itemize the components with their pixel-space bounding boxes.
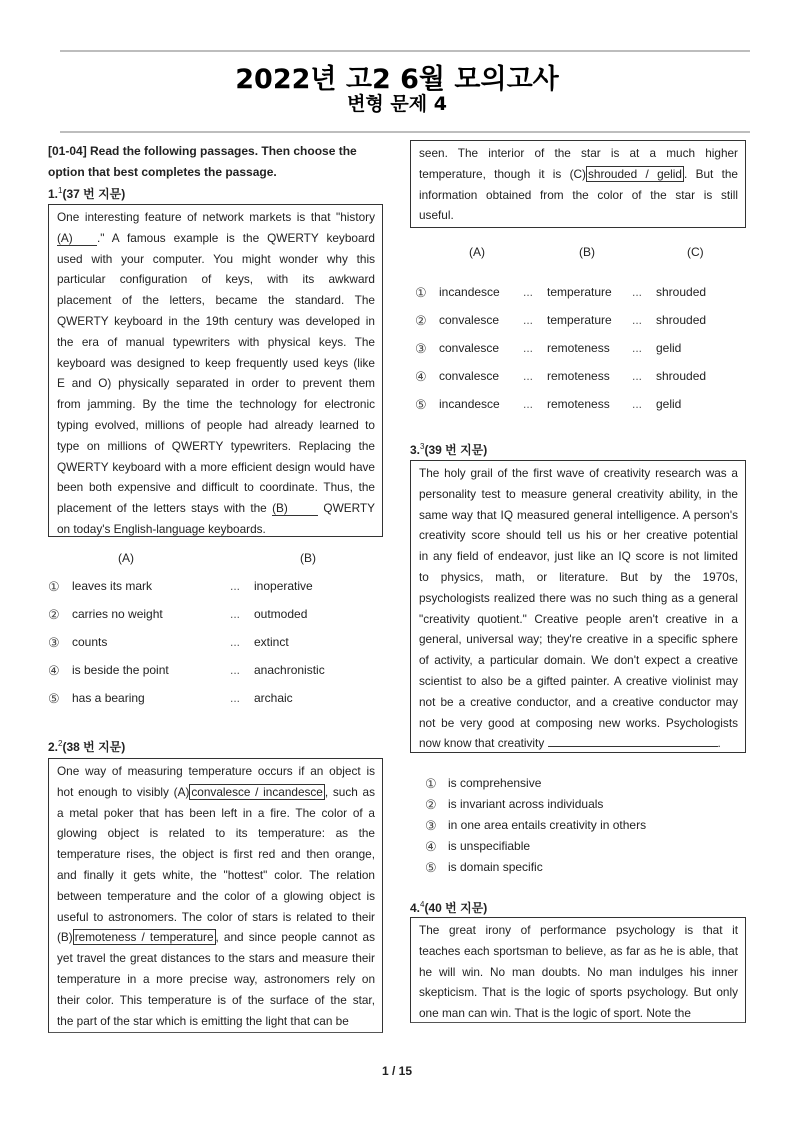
column-header-a: (A) (118, 551, 134, 565)
boxed-choice: convalesce / incandesce (191, 784, 323, 799)
passage-line: One interesting feature of network markets is that "history (57, 210, 375, 224)
passage-3 (410, 460, 746, 753)
option-b: anachronistic (254, 663, 325, 677)
top-rule (60, 50, 750, 52)
option-number: ② (425, 797, 437, 812)
passage-line: general, universal way; they're creative in a specific sphere (419, 632, 738, 647)
page-number: 1 / 15 (381, 1064, 413, 1078)
option-b: remoteness (547, 369, 610, 383)
option-separator: ... (523, 369, 534, 383)
passage-line: personality test to measure general creativity ability, in the (419, 486, 738, 501)
page-title: 2022년 고2 6월 모의고사 (235, 64, 559, 95)
option-separator: ... (230, 663, 241, 677)
text-segment: hot enough to visibly (A) (57, 784, 190, 799)
option-a: carries no weight (72, 607, 163, 621)
boxed-choice: remoteness / temperature (74, 930, 214, 945)
option-number: ⑤ (425, 860, 437, 875)
passage-line (57, 228, 375, 249)
page-subtitle: 변형 문제 4 (347, 93, 447, 115)
passage-line: and finally it gets white, the "hottest" color. The relation (57, 867, 375, 882)
passage-line: the part of the star which is emitting the light that can be (57, 1013, 349, 1028)
option-a: in one area entails creativity in others (448, 818, 647, 832)
passage-line: useful. (419, 208, 454, 223)
option-number: ④ (425, 839, 437, 854)
option-a: leaves its mark (72, 579, 153, 593)
answer-blank: (B) (272, 501, 318, 516)
passage-line: E and O) physically separated in order to prevent them (57, 376, 375, 391)
option-a: is unspecifiable (448, 839, 531, 853)
option-c: shrouded (656, 313, 707, 327)
option-a: is comprehensive (448, 776, 542, 790)
option-b: remoteness (547, 341, 610, 355)
answer-blank: (A) (57, 231, 97, 246)
text-segment: QWERTY (318, 501, 375, 516)
option-separator: ... (230, 635, 241, 649)
column-header-b: (B) (579, 245, 595, 259)
passage-line: "creativity quotient." Creative people aren't creative in a (419, 611, 738, 626)
boxed-choice: shrouded / gelid (587, 166, 682, 181)
option-b: temperature (547, 285, 612, 299)
passage-line: been both expensive and difficult to coordinate. Thus, the (57, 480, 375, 495)
passage-line: in any field of endeavor, just like an IQ score is not limited (419, 549, 738, 564)
passage-line: glowing object is related to its temperature: as the (57, 826, 375, 841)
option-separator: ... (230, 691, 241, 705)
option-b: remoteness (547, 397, 610, 411)
passage-line: The great irony of performance psychology is that it (419, 923, 738, 937)
passage-line: skepticism. That is the logic of sports psychology. But only (419, 985, 738, 1000)
passage-line: particular configuration of keys, with its awkward (57, 272, 375, 287)
passage-4 (410, 917, 746, 1023)
option-number: ② (415, 313, 427, 328)
passage-line: information obtained from the color of the star is still (419, 187, 738, 202)
option-number: ⑤ (48, 691, 60, 706)
answer-blank (548, 746, 718, 747)
option-c: gelid (656, 341, 682, 355)
option-number: ① (425, 776, 437, 791)
passage-line: not be very good at composing new works. Psychologists (419, 715, 738, 730)
question-4-heading: 4.$^4$(40 번 지문) (410, 900, 488, 915)
passage-line: scientist to also be a gifted painter. A creative violinist may (419, 673, 738, 688)
option-a: incandesce (439, 397, 500, 411)
option-b: outmoded (254, 607, 308, 621)
passage-line: from jamming. By the time the technology for electronic (57, 397, 375, 412)
text-segment: (B) (57, 930, 73, 945)
passage-line: temperature rises, the object is first red and then orange, (57, 847, 375, 862)
passage-line (57, 782, 375, 803)
option-a: convalesce (439, 369, 500, 383)
question-1-heading: 1.$^1$(37 번 지문) (48, 186, 126, 201)
passage-line: on today's English-language keyboards. (57, 521, 266, 536)
option-b: archaic (254, 691, 293, 705)
option-number: ④ (48, 663, 60, 678)
option-separator: ... (230, 607, 241, 621)
option-c: shrouded (656, 285, 707, 299)
option-separator: ... (523, 397, 534, 411)
text-segment: . (717, 736, 721, 751)
passage-line: the era of manual typewriters with physical keys. The (57, 334, 375, 349)
passage-line: not be a creative conductor, and a creative conductor may (419, 694, 738, 709)
passage-line: psychologists realized there was no such thing as a general (419, 590, 738, 605)
option-b: extinct (254, 635, 289, 649)
option-number: ② (48, 607, 60, 622)
passage-line: a metal poker that has been left in a fire. The color of a (57, 805, 375, 820)
option-separator: ... (230, 579, 241, 593)
option-separator: ... (632, 369, 643, 383)
passage-line: of activity, a particular domain. We don't expect a creative (419, 653, 738, 668)
passage-line: QWERTY keyboard with a more efficient design would have (57, 459, 375, 474)
option-b: temperature (547, 313, 612, 327)
instructions: [01-04] Read the following passages. Then choose the option that best completes the passage. (48, 144, 357, 179)
text-segment: , and since people cannot as (215, 930, 375, 945)
option-number: ③ (48, 635, 60, 650)
passage-line: their color. This temperature is of the surface of the star, (57, 992, 375, 1007)
option-c: gelid (656, 397, 682, 411)
column-header-a: (A) (469, 245, 485, 259)
option-separator: ... (523, 341, 534, 355)
passage-line: creativity score should tell us his or her creative potential (419, 528, 738, 543)
passage-line: one man can win. That is the logic of sport. Note the (419, 1006, 691, 1021)
passage-line: used with your computer. You might wonder why this (57, 251, 375, 266)
option-number: ④ (415, 369, 427, 384)
passage-line (419, 733, 738, 754)
passage-line: One way of measuring temperature occurs if an object is (57, 764, 375, 778)
option-number: ⑤ (415, 397, 427, 412)
option-separator: ... (632, 397, 643, 411)
option-separator: ... (523, 313, 534, 327)
passage-line: he will win. No man doubts. No man indulges his inner (419, 964, 738, 979)
option-number: ③ (425, 818, 437, 833)
option-a: counts (72, 635, 108, 649)
passage-line: same way that IQ measured general intelligence. A person's (419, 507, 738, 522)
option-a: convalesce (439, 313, 500, 327)
passage-line: useful to astronomers. The color of stars is related to their (57, 909, 375, 924)
passage-2-part-2 (410, 140, 746, 228)
option-number: ① (48, 579, 60, 594)
passage-line: placement of the letters, became the standard. The (57, 293, 375, 308)
header-rule (60, 131, 750, 133)
option-a: is domain specific (448, 860, 543, 874)
column-header-b: (B) (300, 551, 316, 565)
question-2-heading: 2.$^2$(38 번 지문) (48, 739, 126, 754)
option-b: inoperative (254, 579, 313, 593)
passage-2-part-1 (48, 758, 383, 1033)
option-a: has a bearing (72, 691, 145, 705)
option-a: incandesce (439, 285, 500, 299)
column-header-c: (C) (687, 245, 704, 259)
passage-line: The holy grail of the first wave of creativity research was a (419, 466, 738, 480)
text-segment: , such as (324, 784, 375, 799)
option-separator: ... (523, 285, 534, 299)
text-segment: ." A famous example is the QWERTY keyboard (97, 230, 375, 245)
passage-line (57, 498, 375, 519)
option-number: ③ (415, 341, 427, 356)
passage-line: to physics, math, or literature. But by the 1970s, (419, 569, 738, 584)
passage-line: QWERTY keyboard in the 19th century was developed in (57, 313, 375, 328)
text-segment: . But the (684, 166, 738, 181)
passage-line: typing evolved, millions of people had already learned to (57, 417, 375, 432)
text-segment: placement of the letters stays with the (57, 501, 273, 516)
option-a: is beside the point (72, 663, 169, 677)
passage-line (57, 927, 375, 948)
text-segment: temperature, though it is (C) (419, 166, 586, 181)
option-separator: ... (632, 313, 643, 327)
option-a: convalesce (439, 341, 500, 355)
passage-line: type on millions of QWERTY typewriters. Replacing the (57, 438, 375, 453)
passage-line: temperature in a more precise way, astronomers rely on (57, 971, 375, 986)
passage-line: seen. The interior of the star is at a much higher (419, 146, 738, 160)
passage-1 (48, 204, 383, 537)
question-3-heading: 3.$^3$(39 번 지문) (410, 442, 488, 457)
option-c: shrouded (656, 369, 707, 383)
text-segment: now know that creativity (419, 736, 548, 751)
passage-line: keyboard was designed to keep frequently used keys (like (57, 355, 375, 370)
passage-line (419, 164, 738, 185)
option-a: is invariant across individuals (448, 797, 604, 811)
passage-line: teaches each sportsman to believe, as far as he is able, that (419, 943, 738, 958)
passage-line: yet travel the great distances to the stars and measure their (57, 951, 375, 966)
option-separator: ... (632, 285, 643, 299)
option-number: ① (415, 285, 427, 300)
passage-line: between temperature and the color of a glowing object is (57, 888, 375, 903)
option-separator: ... (632, 341, 643, 355)
